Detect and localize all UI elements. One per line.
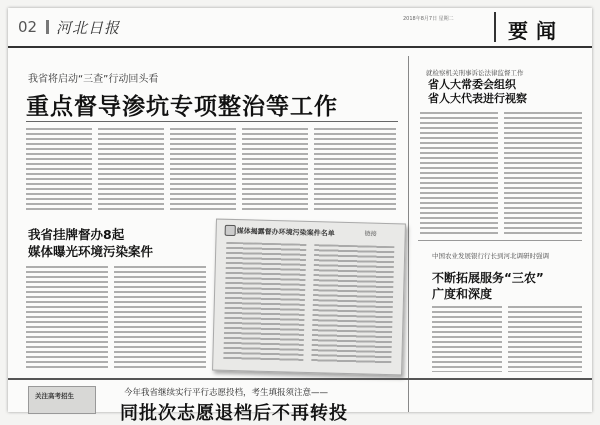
topic-badge xyxy=(28,386,96,414)
second-article-body-col-2 xyxy=(114,266,206,371)
inset-box xyxy=(212,219,406,376)
second-article-headline xyxy=(28,226,153,260)
main-article-headline: 重点督导渗坑专项整治等工作 xyxy=(26,94,338,120)
newspaper-page xyxy=(8,8,592,424)
main-article-body-col-3 xyxy=(170,128,236,213)
bottom-article-kicker: 今年我省继续实行平行志愿投档，考生填报须注意—— xyxy=(124,388,329,398)
list-icon xyxy=(225,225,236,236)
bottom-rule xyxy=(8,378,592,380)
main-article-body-col-2 xyxy=(98,128,164,213)
right-top-headline-line2: 省人大代表进行视察 xyxy=(428,92,527,105)
right-bottom-headline xyxy=(432,270,544,302)
right-bottom-headline-line1: 不断拓展服务“三农” xyxy=(432,271,544,285)
right-bottom-body-col-2 xyxy=(508,306,582,372)
main-article-kicker: 我省将启动“三查”行动回头看 xyxy=(28,74,159,85)
inset-tag: 链接 xyxy=(364,230,377,238)
right-bottom-body-col-1 xyxy=(432,306,502,372)
right-top-headline-line1: 省人大常委会组织 xyxy=(428,78,516,91)
main-article-body-col-4 xyxy=(242,128,308,213)
right-top-body-col-2 xyxy=(504,112,582,234)
topic-badge-label: 关注高考招生 xyxy=(35,392,74,400)
second-article-body-col-1 xyxy=(26,266,108,371)
page-number: 02 xyxy=(18,18,38,36)
masthead xyxy=(8,8,592,48)
right-bottom-kicker: 中国农业发展银行行长到河北调研时强调 xyxy=(432,252,549,260)
right-bottom-headline-line2: 广度和深度 xyxy=(432,287,493,301)
column-divider xyxy=(408,56,409,412)
page-number-divider xyxy=(46,20,49,34)
right-column-rule xyxy=(418,240,582,241)
date-block: 2018年8月7日 星期二 xyxy=(403,16,454,22)
second-article-headline-line2: 媒体曝光环境污染案件 xyxy=(28,244,154,259)
headline-rule xyxy=(26,121,398,122)
inset-body-col-1 xyxy=(223,242,306,362)
bottom-article-headline: 同批次志愿退档后不再转投 xyxy=(120,403,348,424)
inset-body-col-2 xyxy=(311,244,394,364)
right-top-body-col-1 xyxy=(420,112,498,234)
main-article-body-col-5 xyxy=(314,128,396,213)
section-divider xyxy=(494,12,496,42)
right-top-headline xyxy=(428,78,527,106)
right-top-kicker: 就检察机关刑事诉讼法律监督工作 xyxy=(426,69,524,77)
newspaper-logo: 河北日报 xyxy=(56,19,121,37)
inset-title: 媒体揭露督办环境污染案件名单 xyxy=(236,227,335,238)
main-article-body-col-1 xyxy=(26,128,92,213)
second-article-headline-line1: 我省挂牌督办8起 xyxy=(28,227,125,242)
section-title: 要闻 xyxy=(508,19,564,43)
